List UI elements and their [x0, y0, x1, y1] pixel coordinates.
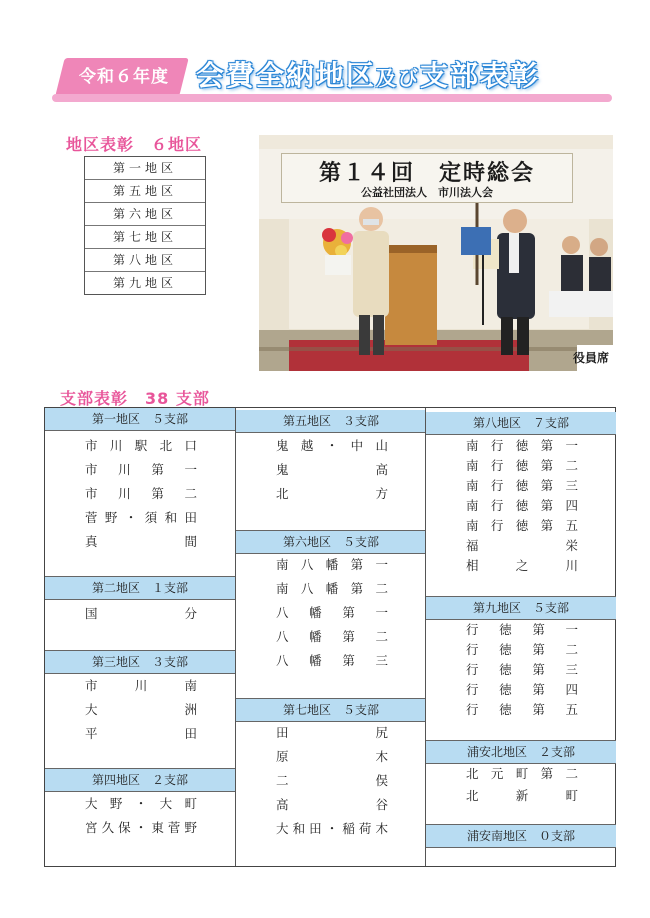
district-awards-title: 地区表彰 ６地区 [66, 135, 203, 154]
branch-item: 相 之 川 [466, 558, 578, 573]
branch-item: 八 幡 第 二 [276, 629, 388, 644]
branch-item: 国 分 [85, 606, 197, 621]
branch-item: 北 元 町 第 二 [466, 766, 578, 781]
branch-item: 宮 久 保 ・ 東 菅 野 [85, 820, 197, 835]
group-header: 浦安南地区 ０支部 [426, 824, 616, 848]
branch-item: 南 八 幡 第 一 [276, 557, 388, 572]
ceremony-photo [259, 135, 613, 371]
branch-column-3 [425, 408, 616, 866]
group-header: 第一地区 ５支部 [45, 408, 235, 431]
group-header: 第八地区 ７支部 [426, 412, 616, 435]
title-part1: 会費全納地区 [196, 59, 377, 92]
group-header: 第六地区 ５支部 [236, 530, 426, 554]
branch-awards-grid [44, 407, 616, 867]
branch-item: 南 八 幡 第 二 [276, 581, 388, 596]
branch-item: 真 間 [85, 534, 197, 549]
group-header: 第二地区 １支部 [45, 576, 235, 600]
branch-item: 南 行 徳 第 一 [466, 438, 578, 453]
branch-item: 市 川 第 一 [85, 462, 197, 477]
branch-item: 大 洲 [85, 702, 197, 717]
group-header: 第三地区 ３支部 [45, 650, 235, 674]
branch-item: 大 野 ・ 大 町 [85, 796, 197, 811]
branch-item: 二 俣 [276, 773, 388, 788]
branch-item: 平 田 [85, 726, 197, 741]
district-row: 第八地区 [85, 248, 205, 271]
branch-item: 行 徳 第 二 [466, 642, 578, 657]
branch-item: 行 徳 第 一 [466, 622, 578, 637]
group-header: 第七地区 ５支部 [236, 698, 426, 722]
branch-item: 鬼 高 [276, 462, 388, 477]
photo-banner [281, 153, 573, 203]
branch-item: 八 幡 第 一 [276, 605, 388, 620]
branch-item: 菅 野 ・ 須 和 田 [85, 510, 197, 525]
branch-item: 市 川 第 二 [85, 486, 197, 501]
group-header: 第九地区 ５支部 [426, 596, 616, 620]
group-header: 第四地区 ２支部 [45, 768, 235, 792]
branch-item: 北 新 町 [466, 788, 578, 803]
branch-item: 大 和 田 ・ 稲 荷 木 [276, 821, 388, 836]
branch-item: 南 行 徳 第 四 [466, 498, 578, 513]
group-header: 第五地区 ３支部 [236, 410, 426, 433]
page-title [196, 56, 540, 96]
district-awards-table [84, 156, 206, 295]
district-row: 第七地区 [85, 225, 205, 248]
branch-item: 田 尻 [276, 725, 388, 740]
branch-item: 行 徳 第 四 [466, 682, 578, 697]
district-row: 第一地区 [112, 161, 177, 175]
branch-item: 行 徳 第 五 [466, 702, 578, 717]
branch-item: 原 木 [276, 749, 388, 764]
title-underline [52, 94, 612, 102]
title-part3: 支部表彰 [420, 59, 541, 92]
branch-item: 市 川 駅 北 口 [85, 438, 197, 453]
branch-item: 高 谷 [276, 797, 388, 812]
district-row: 第五地区 [85, 179, 205, 202]
photo-banner-line1: 第１４回 定時総会 [318, 161, 535, 186]
branch-item: 市 川 南 [85, 678, 197, 693]
branch-item: 南 行 徳 第 五 [466, 518, 578, 533]
branch-awards-title: 支部表彰 38 支部 [60, 389, 210, 408]
photo-sign: 役員席 [573, 351, 610, 365]
branch-item: 北 方 [276, 486, 388, 501]
year-badge-text: 令和６年度 [79, 67, 169, 87]
branch-column-2 [235, 408, 426, 866]
group-header: 浦安北地区 ２支部 [426, 740, 616, 764]
district-row: 第六地区 [85, 202, 205, 225]
title-part2: 及び [376, 66, 421, 90]
branch-column-1 [45, 408, 235, 866]
branch-item: 南 行 徳 第 三 [466, 478, 578, 493]
branch-item: 八 幡 第 三 [276, 653, 388, 668]
branch-item: 福 栄 [466, 538, 578, 553]
district-row: 第九地区 [85, 271, 205, 294]
branch-item: 南 行 徳 第 二 [466, 458, 578, 473]
branch-item: 鬼 越 ・ 中 山 [276, 438, 388, 453]
branch-item: 行 徳 第 三 [466, 662, 578, 677]
photo-banner-line2: 公益社団法人 市川法人会 [361, 186, 493, 199]
